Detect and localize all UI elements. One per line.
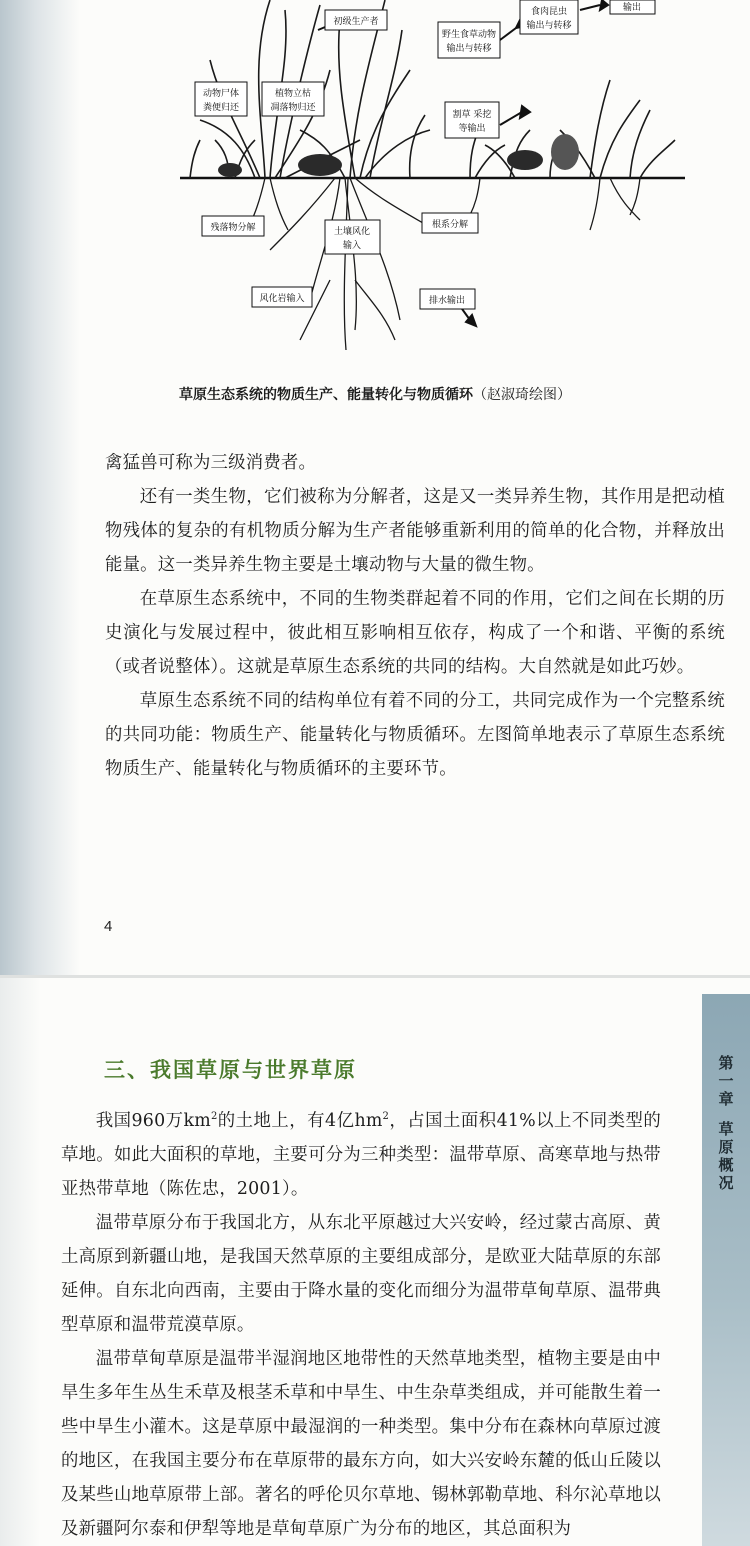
chapter-tab-text — [702, 1054, 750, 1192]
page-gutter-shadow — [0, 0, 80, 975]
paragraph: 草原生态系统不同的结构单位有着不同的分工，共同完成作为一个完整系统的共同功能：物质生产、能量转化与物质循环。左图简单地表示了草原生态系统物质生产、能量转化与物质循环的主要环节。 — [105, 691, 725, 779]
body-text-lower — [61, 1104, 661, 1546]
tab-char: 原 — [718, 1138, 734, 1156]
paragraph: 温带草原分布于我国北方，从东北平原越过大兴安岭，经过蒙古高原、黄土高原到新疆山地，是我国天然草原的主要组成部分，是欧亚大陆草原的东部延伸。自东北向西南，主要由于降水量的变化而细分为温带草甸草原、温带典型草原和温带荒漠草原。 — [61, 1213, 661, 1335]
tab-char: 概 — [718, 1156, 734, 1174]
svg-text:输出: 输出 — [622, 3, 642, 13]
svg-text:输出与转移: 输出与转移 — [446, 44, 492, 54]
paragraph: 温带草甸草原是温带半湿润地区地带性的天然草地类型，植物主要是由中旱生多年生丛生禾草及根茎禾草和中旱生、中生杂草类组成，并可能散生着一些中旱生小灌木。这是草原中最湿润的一种类型。集中分布在森林向草原过渡的地区，在我国主要分布在草原带的最东方向，如大兴安岭东麓的低山丘陵以及某些山地草原带上部。著名的呼伦贝尔草地、锡林郭勒草地、科尔沁草地以及新疆阿尔泰和伊犁等地是草甸草原广为分布的地区，其总面积为 — [61, 1349, 661, 1539]
paragraph: 禽猛兽可称为三级消费者。 — [105, 453, 317, 473]
grassland-cycle-diagram — [170, 0, 700, 365]
page-number: 4 — [104, 918, 113, 935]
tab-char: 章 — [718, 1090, 734, 1108]
svg-text:输入: 输入 — [342, 241, 362, 251]
chapter-tab — [702, 994, 750, 1546]
svg-text:动物尸体: 动物尸体 — [202, 89, 240, 99]
paragraph: 在草原生态系统中，不同的生物类群起着不同的作用，它们之间在长期的历史演化与发展过程中，彼此相互影响相互依存，构成了一个和谐、平衡的系统（或者说整体）。这就是草原生态系统的共同的结构。大自然就是如此巧妙。 — [105, 589, 725, 677]
svg-text:凋落物归还: 凋落物归还 — [270, 103, 316, 113]
body-text-upper — [105, 446, 725, 786]
svg-text:输出与转移: 输出与转移 — [526, 21, 572, 31]
svg-text:土壤风化: 土壤风化 — [333, 227, 371, 237]
tab-char: 第 — [718, 1054, 734, 1072]
page-gutter-shadow — [0, 978, 40, 1546]
caption-credit: （赵淑琦绘图） — [473, 387, 571, 403]
paragraph: 我国960万$km^2$的土地上，有4亿$hm^2$，占国土面积41%以上不同类型的草地。如此大面积的草地，主要可分为三种类型：温带草原、高寒草地与热带亚热带草地（陈佐忠，2001）。 — [61, 1111, 662, 1199]
paragraph: 还有一类生物，它们被称为分解者，这是又一类异养生物，其作用是把动植物残体的复杂的有机物质分解为生产者能够重新利用的简单的化合物，并释放出能量。这一类异养生物主要是土壤动物与大量的微生物。 — [105, 487, 725, 575]
caption-title: 草原生态系统的物质生产、能量转化与物质循环 — [179, 387, 473, 403]
svg-text:根系分解: 根系分解 — [431, 220, 469, 230]
svg-text:割草 采挖: 割草 采挖 — [452, 110, 492, 120]
svg-text:野生食草动物: 野生食草动物 — [441, 30, 497, 40]
svg-text:等输出: 等输出 — [458, 124, 486, 134]
figure-caption — [0, 384, 750, 404]
book-page-lower — [0, 978, 750, 1546]
svg-text:食肉昆虫: 食肉昆虫 — [530, 7, 568, 17]
svg-text:残落物分解: 残落物分解 — [210, 223, 256, 233]
tab-char: 一 — [718, 1072, 734, 1090]
root-system — [245, 178, 640, 350]
svg-text:初级生产者: 初级生产者 — [333, 17, 379, 27]
section-title: 三、我国草原与世界草原 — [104, 1057, 357, 1082]
tab-char: 况 — [718, 1174, 734, 1192]
tab-char: 草 — [718, 1120, 734, 1138]
svg-text:植物立枯: 植物立枯 — [274, 89, 312, 99]
diagram-illustration — [170, 0, 700, 365]
svg-text:排水输出: 排水输出 — [428, 296, 466, 306]
svg-text:风化岩输入: 风化岩输入 — [259, 294, 305, 304]
svg-text:粪便归还: 粪便归还 — [202, 103, 240, 113]
